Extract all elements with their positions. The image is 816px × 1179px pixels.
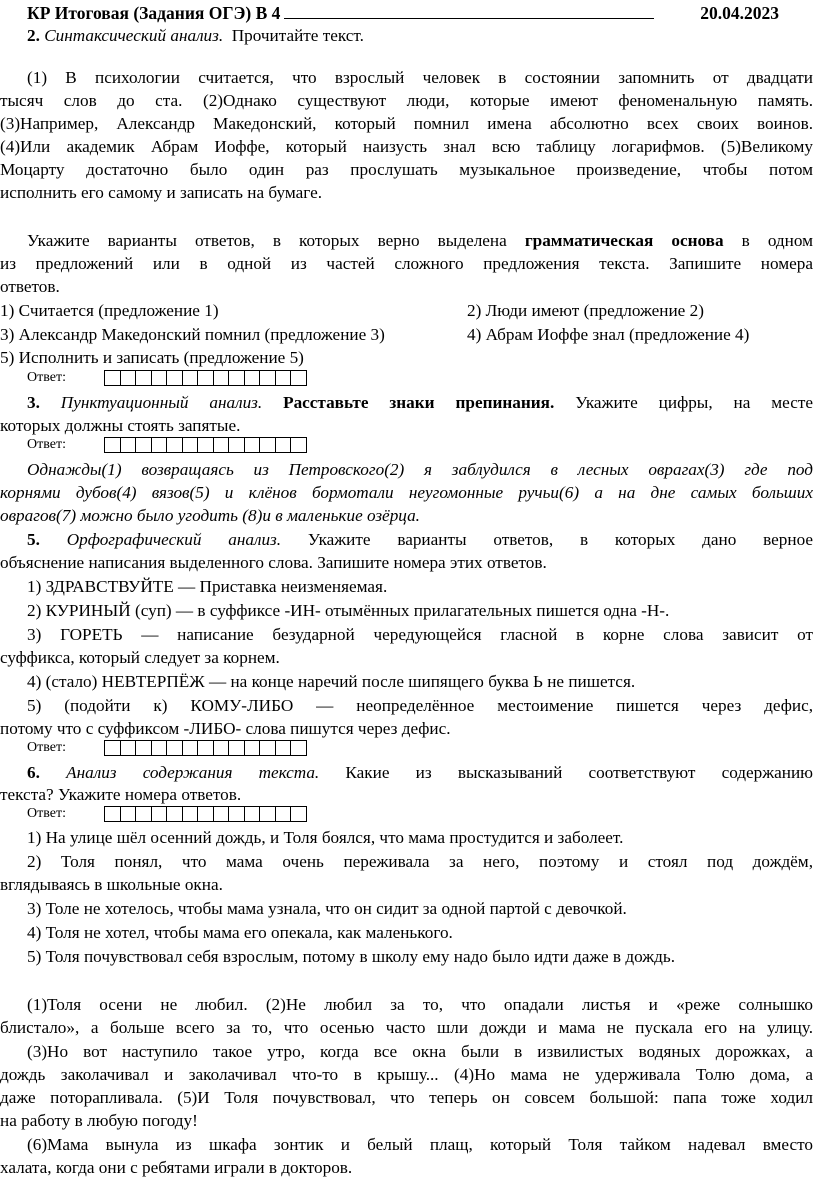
answer-label: Ответ: (27, 370, 66, 385)
answer-cell[interactable] (259, 740, 275, 756)
answer-cell[interactable] (275, 806, 291, 822)
answer-cell[interactable] (259, 370, 275, 386)
answer-cell[interactable] (275, 370, 291, 386)
task6-name: Анализ содержания текста. (66, 763, 320, 782)
answer-cell[interactable] (228, 370, 244, 386)
task6-option: 4) Толя не хотел, чтобы мама его опекала, как маленького. (27, 923, 453, 942)
worksheet-date: 20.04.2023 (700, 3, 779, 23)
task3-number: 3. (27, 393, 40, 412)
answer-cell[interactable] (244, 806, 260, 822)
story-line: (3)Но вот наступило такое утро, когда все окна были в извилистых водяных дорожках, а (27, 1042, 813, 1061)
task5-option: 4) (стало) НЕВТЕРПЁЖ — на конце наречий после шипящего буква Ь не пишется. (27, 672, 636, 691)
answer-cell[interactable] (197, 437, 213, 453)
task2-number: 2. (27, 26, 40, 45)
answer-cell[interactable] (244, 740, 260, 756)
answer-cell[interactable] (104, 370, 120, 386)
task5-instruction-line: объяснение написания выделенного слова. Запишите номера этих ответов. (0, 553, 547, 572)
task2-option: 4) Абрам Иоффе знал (предложение 4) (467, 325, 750, 344)
story-line: (6)Мама вынула из шкафа зонтик и белый плащ, который Толя тайком надевал вместо (27, 1135, 813, 1154)
answer-cell[interactable] (182, 437, 198, 453)
task6-heading (27, 762, 813, 784)
answer-cell[interactable] (151, 740, 167, 756)
story-line: халата, когда они с ребятами играли в докторов. (0, 1158, 353, 1177)
task3-instruction-bold: Расставьте знаки препинания. (283, 393, 555, 412)
task3-sentence-line: Однажды(1) возвращаясь из Петровского(2) я заблудился в лесных оврагах(3) где под (27, 460, 813, 479)
task3-name: Пунктуационный анализ. (60, 393, 263, 412)
answer-cell[interactable] (135, 806, 151, 822)
answer-cell[interactable] (275, 437, 291, 453)
answer-cell[interactable] (244, 437, 260, 453)
story-line: блистало», а больше всего за то, что осенью часто шли дожди и мама не пускала его на улицу. (0, 1018, 813, 1037)
task6-option: 2) Толя понял, что мама очень переживала за него, поэтому и стоял под дождём, (27, 852, 813, 871)
answer-cell[interactable] (166, 806, 182, 822)
story-line: (1)Толя осени не любил. (2)Не любил за то, что опадали листья и «реже солнышко (27, 995, 813, 1014)
task2-question-pre: Укажите варианты ответов, в которых верно выделена (27, 231, 507, 250)
task2-option: 2) Люди имеют (предложение 2) (467, 301, 704, 320)
task5-name: Орфографический анализ. (66, 530, 282, 549)
task6-instruction: Какие из высказываний соответствуют содержанию (345, 763, 814, 782)
answer-cell[interactable] (213, 806, 229, 822)
answer-cell[interactable] (120, 437, 136, 453)
answer-cell[interactable] (166, 370, 182, 386)
task5-option: 3) ГОРЕТЬ — написание безударной чередующейся гласной в корне слова зависит от (27, 625, 813, 644)
task6-option: 5) Толя почувствовал себя взрослым, потому в школу ему надо было идти даже в дождь. (27, 947, 676, 966)
task2-text-line: (4)Или академик Абрам Иоффе, который наизусть знал всю таблицу логарифмов. (5)Великому (0, 137, 813, 156)
task2-question (27, 230, 813, 252)
answer-cell[interactable] (104, 806, 120, 822)
task5-number: 5. (27, 530, 40, 549)
task2-text-line: тысяч слов до ста. (2)Однако существуют люди, которые имеют феноменальную память. (0, 91, 813, 110)
task2-name: Синтаксический анализ. (44, 26, 224, 45)
answer-cell[interactable] (275, 740, 291, 756)
answer-cell[interactable] (120, 740, 136, 756)
answer-cell[interactable] (182, 806, 198, 822)
answer-cell[interactable] (259, 437, 275, 453)
answer-cell[interactable] (213, 370, 229, 386)
task3-sentence-line: оврагов(7) можно было угодить (8)и в маленькие озёрца. (0, 506, 420, 525)
task5-option: 5) (подойти к) КОМУ-ЛИБО — неопределённое местоимение пишется через дефис, (27, 696, 813, 715)
task2-instruction: Прочитайте текст. (231, 26, 364, 45)
answer-cell[interactable] (197, 370, 213, 386)
task5-option: 1) ЗДРАВСТВУЙТЕ — Приставка неизменяемая. (27, 577, 388, 596)
worksheet-title: КР Итоговая (Задания ОГЭ) В 4 (27, 3, 281, 23)
task3-sentence-line: корнями дубов(4) вязов(5) и клёнов бормотали неугомонные ручьи(6) а на дне самых больших (0, 483, 813, 502)
task2-option: 5) Исполнить и записать (предложение 5) (0, 348, 304, 367)
answer-cell[interactable] (197, 806, 213, 822)
task5-option-cont: потому что с суффиксом -ЛИБО- слова пишутся через дефис. (0, 719, 451, 738)
answer-cells[interactable] (104, 370, 307, 386)
task6-option: 1) На улице шёл осенний дождь, и Толя боялся, что мама простудится и заболеет. (27, 828, 624, 847)
answer-cells[interactable] (104, 437, 307, 453)
answer-cell[interactable] (135, 437, 151, 453)
task2-question-post: в одном (741, 231, 814, 250)
answer-cells[interactable] (104, 740, 307, 756)
task2-option: 1) Считается (предложение 1) (0, 301, 219, 320)
story-line: даже поторапливала. (5)И Толя почувствовал, что теперь он совсем большой: папа тоже ходил (0, 1088, 813, 1107)
task6-option: 3) Толе не хотелось, чтобы мама узнала, что он сидит за одной партой с девочкой. (27, 899, 627, 918)
task6-number: 6. (27, 763, 40, 782)
answer-label: Ответ: (27, 806, 66, 821)
task5-option-cont: суффикса, который следует за корнем. (0, 648, 280, 667)
task5-instruction: Укажите варианты ответов, в которых дано верное (307, 530, 814, 549)
answer-cell[interactable] (166, 437, 182, 453)
name-underline (284, 4, 654, 19)
answer-cell[interactable] (182, 740, 198, 756)
answer-cell[interactable] (213, 437, 229, 453)
task5-option: 2) КУРИНЫЙ (суп) — в суффиксе -ИН- отымённых прилагательных пишется одна -Н-. (27, 601, 670, 620)
answer-cell[interactable] (120, 806, 136, 822)
task3-heading (27, 392, 813, 414)
answer-cell[interactable] (228, 437, 244, 453)
answer-cell[interactable] (151, 806, 167, 822)
answer-cell[interactable] (290, 806, 307, 822)
task2-text-line: (3)Например, Александр Македонский, который помнил имена абсолютно всех своих воинов. (0, 114, 813, 133)
answer-cell[interactable] (104, 740, 120, 756)
answer-cell[interactable] (290, 437, 307, 453)
answer-cell[interactable] (120, 370, 136, 386)
task6-instruction-line: текста? Укажите номера ответов. (0, 785, 242, 804)
answer-cell[interactable] (290, 740, 307, 756)
answer-cell[interactable] (166, 740, 182, 756)
answer-cell[interactable] (244, 370, 260, 386)
task2-heading (27, 25, 816, 47)
task2-question-line: ответов. (0, 277, 60, 296)
answer-cell[interactable] (151, 370, 167, 386)
answer-cell[interactable] (135, 740, 151, 756)
task2-text-line: исполнить его самому и записать на бумаге. (0, 183, 322, 202)
answer-cells[interactable] (104, 806, 307, 822)
story-line: дождь заколачивал и заколачивал что-то в крышу... (4)Но мама не удерживала Толю дома, а (0, 1065, 813, 1084)
answer-cell[interactable] (182, 370, 198, 386)
task5-heading (27, 529, 813, 551)
answer-cell[interactable] (151, 437, 167, 453)
answer-label: Ответ: (27, 740, 66, 755)
task2-question-line: из предложений или в одной из частей сложного предложения текста. Запишите номера (0, 254, 813, 273)
answer-cell[interactable] (197, 740, 213, 756)
answer-cell[interactable] (290, 370, 307, 386)
task3-instruction: Укажите цифры, на месте (575, 393, 813, 412)
answer-cell[interactable] (259, 806, 275, 822)
answer-cell[interactable] (213, 740, 229, 756)
answer-cell[interactable] (228, 806, 244, 822)
answer-cell[interactable] (135, 370, 151, 386)
task3-instruction-line: которых должны стоять запятые. (0, 416, 241, 435)
worksheet-header (27, 2, 797, 24)
task2-question-bold: грамматическая основа (524, 231, 724, 250)
task2-option: 3) Александр Македонский помнил (предложение 3) (0, 325, 385, 344)
answer-label: Ответ: (27, 437, 66, 452)
task2-text-line: (1) В психологии считается, что взрослый человек в состоянии запомнить от двадцати (27, 68, 813, 87)
story-line: на работу в любую погоду! (0, 1111, 198, 1130)
answer-cell[interactable] (104, 437, 120, 453)
task6-option-cont: вглядываясь в школьные окна. (0, 875, 223, 894)
answer-cell[interactable] (228, 740, 244, 756)
task2-text-line: Моцарту достаточно было один раз прослушать музыкальное произведение, чтобы потом (0, 160, 813, 179)
